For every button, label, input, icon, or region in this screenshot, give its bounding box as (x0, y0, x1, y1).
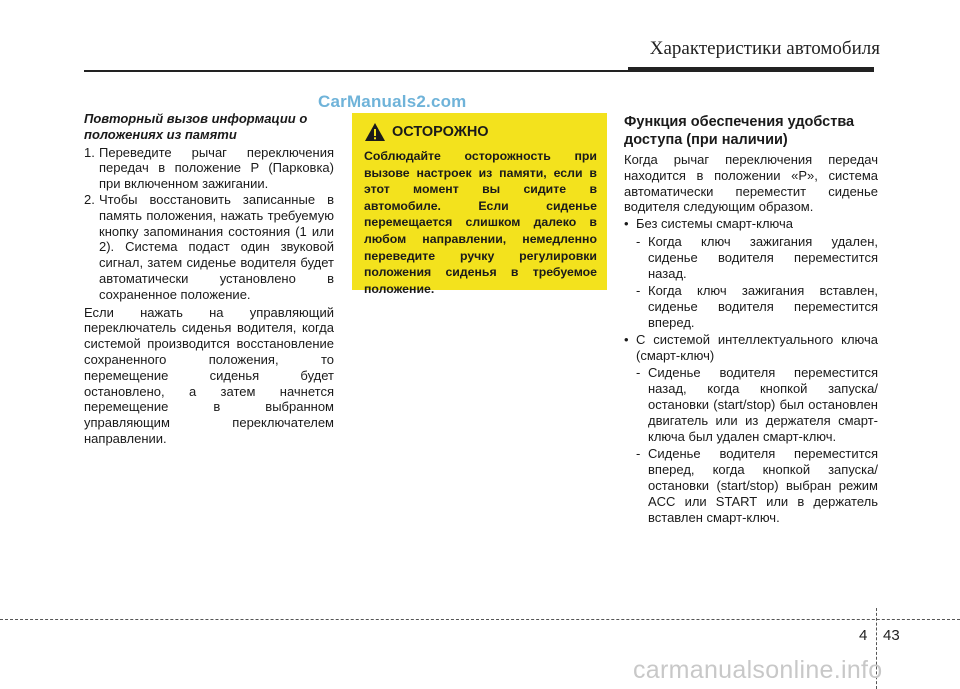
dash-item (624, 283, 878, 330)
page-number: 43 (883, 627, 900, 644)
interrupt-paragraph: Если нажать на управляющий переключатель сиденья водителя, когда системой производится восстановление сохраненного положения, то перемещение сиденья будет остановлено, а затем начнется перемещение в выбранном управляющим переключателем направлении. (84, 304, 334, 446)
bullet-text: Без системы смарт-ключа (636, 216, 794, 232)
numbered-item (84, 145, 334, 192)
item-number: 2. (84, 191, 95, 207)
header-rule-accent (628, 67, 874, 72)
dash-mark: - (636, 283, 641, 299)
dash-text: Сиденье водителя переместится вперед, когда кнопкой запуска/остановки (start/stop) выбран режим ACC или START или в держатель вставлен смарт-ключ. (648, 446, 878, 525)
dash-item (624, 234, 878, 281)
bullet-mark: • (624, 331, 629, 347)
dash-item (624, 446, 878, 525)
dash-mark: - (636, 233, 641, 249)
item-text: Переведите рычаг переключения передач в положение P (Парковка) при включенном зажигании. (99, 144, 334, 192)
dash-text: Когда ключ зажигания вставлен, сиденье водителя переместится вперед. (648, 283, 878, 330)
dash-mark: - (636, 365, 641, 381)
dash-item (624, 365, 878, 444)
warning-text: Соблюдайте осторожность при вызове настроек из памяти, если в этот момент вы сидите в автомобиле. Если сиденье перемещается слишком далеко в любом направлении, немедленно переведите ручку регулировки положения сиденья в требуемое положение. (364, 149, 597, 296)
bullet-text: С системой интеллектуального ключа (смарт-ключ) (636, 331, 878, 363)
dash-text: Сиденье водителя переместится назад, когда кнопкой запуска/остановки (start/stop) был остановлен двигатель или из держателя смарт-ключа был удален смарт-ключ. (648, 365, 878, 444)
watermark-bottom: carmanualsonline.info (633, 656, 883, 684)
easy-access-heading: Функция обеспечения удобства доступа (при наличии) (624, 114, 855, 148)
bullet-item (624, 332, 878, 364)
easy-access-intro: Когда рычаг переключения передач находится в положении «P», система автоматически переместит сиденье водителя следующим образом. (624, 152, 878, 215)
warning-header (352, 113, 607, 146)
dash-mark: - (636, 446, 641, 462)
warning-box (352, 113, 607, 296)
warning-title: ОСТОРОЖНО (392, 124, 489, 140)
left-column (84, 111, 334, 447)
page-header-title: Характеристики автомобиля (649, 38, 880, 59)
memory-recall-subheading: Повторный вызов информации о положениях из памяти (84, 111, 308, 142)
chapter-number: 4 (859, 627, 868, 644)
item-number: 1. (84, 144, 95, 160)
footer-rule (0, 619, 960, 620)
bullet-mark: • (624, 216, 629, 232)
watermark-top: CarManuals2.com (318, 92, 467, 111)
right-column (624, 113, 878, 525)
item-text: Чтобы восстановить записанные в память положения, нажать требуемую кнопку запоминания состояния (1 или 2). Система подаст один звуковой сигнал, затем сиденье водителя будет автоматически установлено в сохраненное положение. (99, 191, 334, 302)
numbered-item (84, 192, 334, 303)
warning-triangle-icon (364, 122, 386, 142)
dash-text: Когда ключ зажигания удален, сиденье водителя переместится назад. (648, 233, 878, 281)
bullet-item (624, 216, 878, 232)
